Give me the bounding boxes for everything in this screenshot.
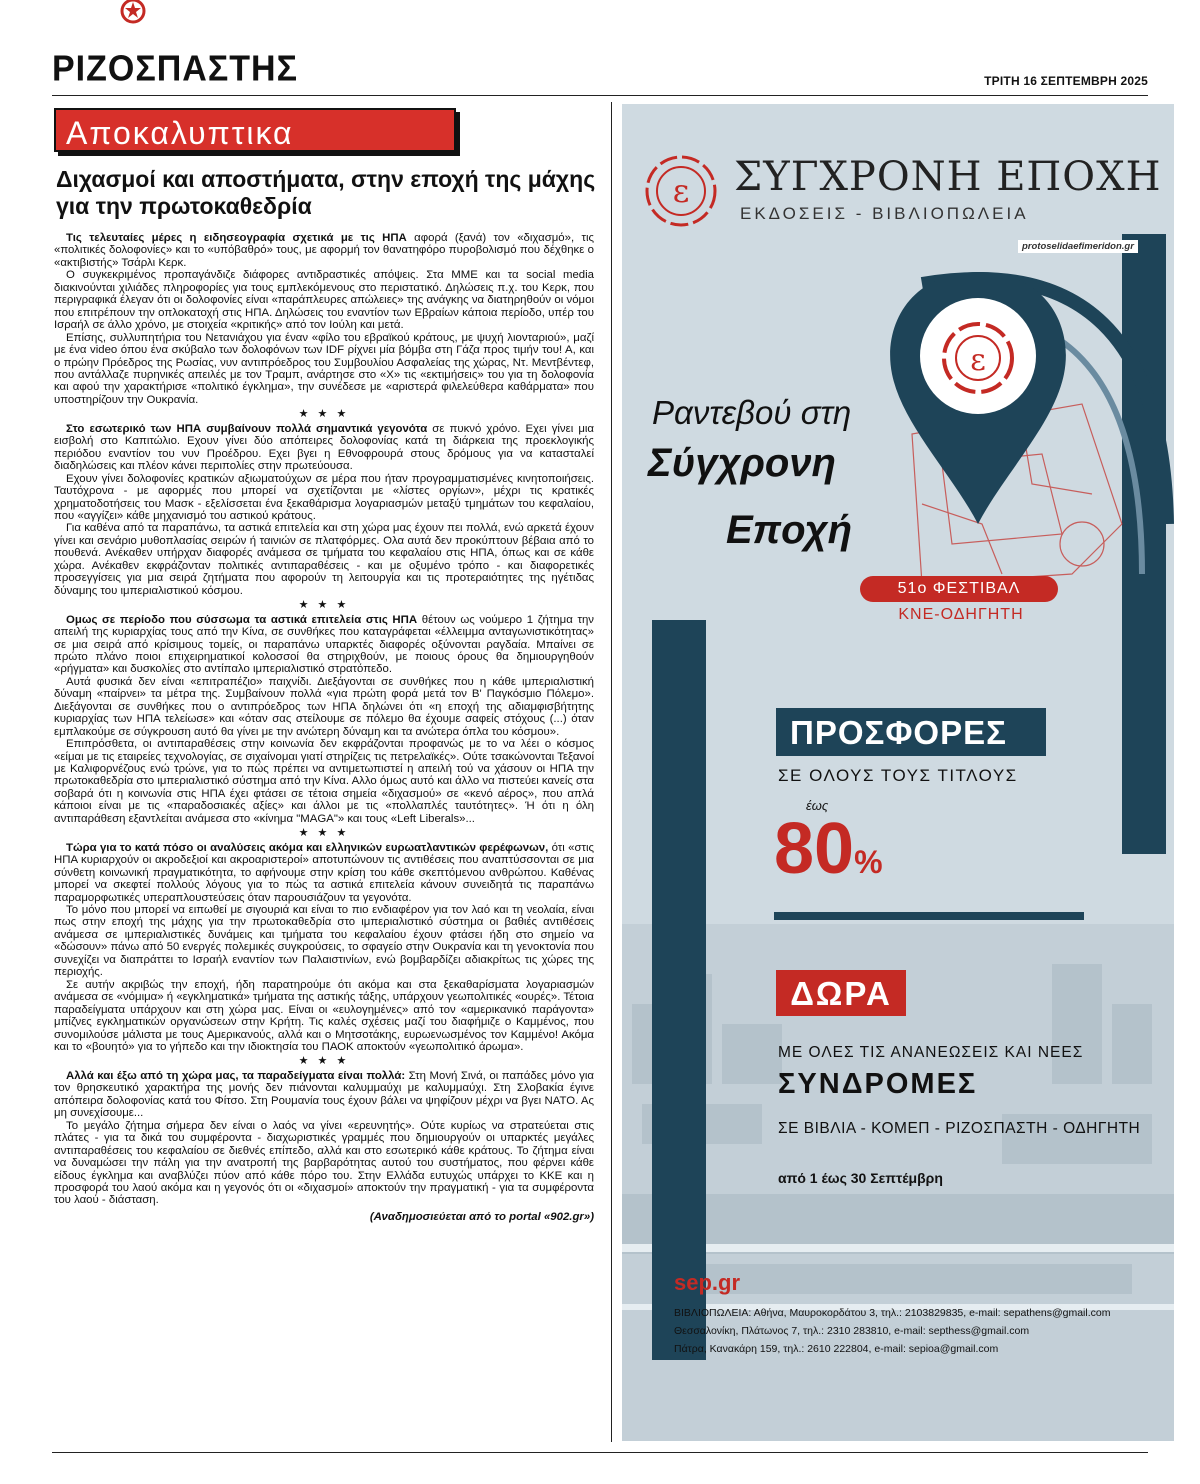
section-stars: ★ ★ ★ [298, 1055, 350, 1068]
article-headline: Διχασμοί και αποστήματα, στην εποχή της μάχης για την πρωτοκαθεδρία [56, 166, 596, 219]
subscriptions-list: ΣΕ ΒΙΒΛΙΑ - ΚΟΜΕΠ - ΡΙΖΟΣΠΑΣΤΗ - ΟΔΗΓΗΤΗ [778, 1120, 1141, 1137]
article-paragraph: Ομως σε περίοδο που σύσσωμα τα αστικά επιτελεία στις ΗΠΑ θέτουν ως νούμερο 1 ζήτημα την απειλή της κυριαρχίας τους από την Κίνα, σε συνθήκες που καταγράφεται «έλλειμμα ανταγωνιστικότητας» σε μια σειρά από κρίσιμους τομείς, οι παραπάνω υπαρκτές διαφορές οξύνονται ραγδαία. Μπαίνει σε πρώτο πλάνο ποιοι επιχειρηματικοί κολοσσοί θα στηριχθούν, με ποιους όρους θα δημιουργηθούν «ρήγματα» και δυσκολίες στο αντίπαλο ιμπεριαλιστικό στρατόπεδο. [54, 613, 594, 676]
article-paragraph: Αυτά φυσικά δεν είναι «επιτραπέζιο» παιχνίδι. Διεξάγονται σε συνθήκες που η κάθε ιμπεριαλιστική δύναμη «παίρνει» τα μέτρα της. Συμβαίνουν πολλά «για πρώτη φορά μετά τον Β' Παγκόσμιο Πόλεμο». Διεξάγονται σε συνθήκες που ο αντιπρόεδρος των ΗΠΑ δηλώνει ότι «η εποχή της αδιαμφισβήτητης κυριαρχίας των ΗΠΑ τελείωσε» και «όταν σας στείλουμε σε πόλεμο θα έχουμε σαφείς στόχους (...) όταν εμπλακούμε σε σύγκρουση αυτό θα γίνει με την ανώτερη δύναμη και τα ανώτερα όπλα του κόσμου». [54, 675, 594, 738]
section-stars: ★ ★ ★ [298, 408, 350, 421]
article-paragraph: Τώρα για το κατά πόσο οι αναλύσεις ακόμα και ελληνικών ευρωατλαντικών φερέφωνων, ότι «στις ΗΠΑ κυριαρχούν οι ακροδεξιοί και ακροαριστεροί» αποτυπώνουν τις αντιθέσεις που αναπτύσσονται σε μια σύνθετη κοινωνική πραγματικότητα, το αφήνουμε στην κρίση του κάθε σκεπτόμενου ανθρώπου. Καθένας μπορεί να σκεφτεί πολλούς λόγους για το πώς τα αστικά επιτελεία κάνουν συνειδητά τις παραπάνω παραμορφωτικές υπεραπλουστεύσεις όταν παρουσιάζουν τα γεγονότα. [54, 841, 594, 904]
advertisement [622, 104, 1174, 1441]
article-paragraph: Για καθένα από τα παραπάνω, τα αστικά επιτελεία και στη χώρα μας έχουν πει πολλά, ενώ αρκετά έχουν γίνει και σενάριο μυθοπλασίας σειρών ή ταινιών σε πλατφόρμες. Ολα αυτά δεν προκύπτουν βέβαια από το πουθενά. Ανέκαθεν υπήρχαν διαφορές ανάμεσα σε τμήματα του κεφαλαίου στις ΗΠΑ, όπως και σε κάθε χώρα. Ανέκαθεν εκφράζονταν πολιτικές αντιπαραθέσεις - και με οξυμένο τρόπο - και διαφορετικές προσεγγίσεις για μια σειρά ζητήματα που αφορούν τη λειτουργία και τις προτεραιότητες της ηγέτιδας δύναμης του ιμπεριαλιστικού κόσμου. [54, 522, 594, 597]
article-paragraph: Σε αυτήν ακριβώς την εποχή, ήδη παρατηρούμε ότι ακόμα και στα ξεκαθαρίσματα λογαριασμών ανάμεσα σε «νόμιμα» ή «εγκληματικά» τμήματα της αστικής τάξης, υπάρχουν γεωπολιτικές «ουρές». Τέτοια παραδείγματα υπάρχουν και στη χώρα μας. Είναι οι «ευλογημένες» από τον «αμερικανικό παράγοντα» μπίζνες εγκληματικών οργανώσεων στην Κρήτη. Τις καλές σχέσεις μαζί του διαφήμιζε ο Καμμένος, που συνομιλούσε μάλιστα με τους Αμερικανούς, αλλά και ο Μητσοτάκης, ευρωενωσμένος τον Καμμένο! Ακόμα και το «βουητό» για το γήπεδο και την ιδιοκτησία του ΠΑΟΚ αποκτούν «γεωπολιτικό άρωμα». [54, 978, 594, 1053]
up-to-label: έως [806, 798, 829, 813]
gifts-subtitle: ΜΕ ΟΛΕΣ ΤΙΣ ΑΝΑΝΕΩΣΕΙΣ ΚΑΙ ΝΕΕΣ [778, 1044, 1084, 1061]
gifts-banner: ΔΩΡΑ [776, 970, 906, 1016]
article-paragraph: Επίσης, συλλυπητήρια του Νετανιάχου για έναν «φίλο του εβραϊκού κράτους, με ψυχή λιονταριού», μαζί με ένα video όπου ένα σκύβαλο των δολοφόνων των IDF ρίχνει μία βόμβα στη Γάζα προς τιμήν του! Α, και ο πρώην Πρόεδρος της Ρωσίας, νυν αντιπρόεδρος του Συμβουλίου Ασφαλείας της χώρας, Ντ. Μεντβέντεφ, που αντάλλαζε πυρηνικές απειλές με τον Τραμπ, ανάρτησε στο «Χ» τις «εκτιμήσεις» του για τη δολοφονία και αφού την χαρακτήρισε «πολιτικό έγκλημα», την συνέδεσε με «αριστερά φιλελεύθερα καθάρματα» που υποστηρίζουν την Ουκρανία. [54, 331, 594, 406]
section-stars: ★ ★ ★ [298, 599, 350, 612]
address-athens: ΒΙΒΛΙΟΠΩΛΕΙΑ: Αθήνα, Μαυροκορδάτου 3, τηλ.: 2103829835, e-mail: sepathens@gmail.com [674, 1307, 1111, 1319]
column-divider [611, 102, 612, 1442]
offers-banner: ΠΡΟΣΦΟΡΕΣ [776, 708, 1046, 756]
watermark: protoselidaefimeridon.gr [1018, 240, 1138, 253]
rendezvous-line1: Ραντεβού στη [652, 394, 852, 431]
festival-badge: 51ο ΦΕΣΤΙΒΑΛ [860, 576, 1058, 602]
pin-logo-icon [928, 316, 1028, 400]
article-paragraph: Αλλά και έξω από τη χώρα μας, τα παραδείγματα είναι πολλά: Στη Μονή Σινά, οι παπάδες μόνο για τον θρησκευτικό χαρακτήρα της μονής δεν πιάνονται καλυμμαύχι με καλυμμαύχι. Στη Σλοβακία έγινε απόπειρα δολοφονίας κατά του Φίτσο. Στη Ρουμανία τους έχουν βάλει να ψηφίζουν μέχρι να βγει ΝΑΤΟ. Ας μη συνεχίσουμε... [54, 1069, 594, 1120]
article-body [54, 232, 594, 1223]
article-paragraph: Εχουν γίνει δολοφονίες κρατικών αξιωματούχων σε μέρα που ήταν προγραμματισμένες κινητοποιήσεις. Ταυτόχρονα - με αφορμές που μπορεί να σχετίζονται με «λίστες οργίων», μέχρι τις κρατικές χρηματοδοτήσεις του Μασκ - εξελίσσεται ένα ξεκαθάρισμα λογαριασμών μεταξύ τμημάτων του κεφαλαίου, που «αγγίζει» κάθε μηχανισμό του αστικού κράτους. [54, 472, 594, 522]
address-thessaloniki: Θεσσαλονίκη, Πλάτωνος 7, τηλ.: 2310 283810, e-mail: septhess@gmail.com [674, 1325, 1030, 1337]
offers-rule [774, 912, 1084, 920]
article-credit: (Αναδημοσιεύεται από το portal «902.gr») [369, 1210, 594, 1223]
issue-date: ΤΡΙΤΗ 16 ΣΕΠΤΕΜΒΡΗ 2025 [984, 74, 1148, 88]
section-stars: ★ ★ ★ [298, 827, 350, 840]
article-paragraph: Στο εσωτερικό των ΗΠΑ συμβαίνουν πολλά σημαντικά γεγονότα σε πυκνό χρόνο. Εχει γίνει μια εισβολή στο Καπιτώλιο. Εχουν γίνει δύο απόπειρες δολοφονίας κατά τη διάρκεια της προεκλογικής περιόδου εναντίον του νυν Προέδρου. Εχει βγει η Εθνοφρουρά στους δρόμους για να κατασταλεί διαδηλώσεις και πλέον κάνει περιπολίες στην πρωτεύουσα. [54, 422, 594, 473]
website-link[interactable]: sep.gr [674, 1270, 741, 1295]
offers-subtitle: ΣΕ ΟΛΟΥΣ ΤΟΥΣ ΤΙΤΛΟΥΣ [778, 766, 1018, 785]
svg-text:ε: ε [672, 172, 690, 210]
offer-dates: από 1 έως 30 Σεπτέμβρη [778, 1170, 943, 1186]
rendezvous-line2: Σύγχρονη [648, 441, 836, 485]
bottom-rule [52, 1452, 1148, 1453]
address-patras: Πάτρα, Κανακάρη 159, τηλ.: 2610 222804, e-mail: sepioa@gmail.com [674, 1343, 999, 1355]
top-rule [52, 95, 1148, 96]
masthead-star-icon [118, 0, 148, 26]
masthead-title: ΡΙΖΟΣΠΑΣΤΗΣ [52, 48, 298, 89]
article-paragraph: Το μόνο που μπορεί να ειπωθεί με σιγουριά και είναι το πιο ενδιαφέρον για τον λαό και τη νεολαία, είναι πως στην εποχή της μάχης για την πρωτοκαθεδρία στο ιμπεριαλιστικό σύστημα οι βαθιές αντιθέσεις ανάμεσα σε ιμπεριαλιστικές δυνάμεις και τμήματα του κεφαλαίου έχουν φτάσει ήδη στο σημείο να «δώσουν» πάνω από 50 ενεργές πολεμικές συγκρούσεις, το σφαγείο στην Ουκρανία και τη γενοκτονία που συνεχίζει να διαπράττει το Ισραήλ εναντίον των Παλαιστινίων, ενώ βομβαρδίζει αδιακρίτως τις χώρες της περιοχής. [54, 904, 594, 979]
publisher-logo-icon [642, 152, 720, 230]
publisher-name: ΣΥΓΧΡΟΝΗ ΕΠΟΧΗ [734, 154, 1162, 200]
subscriptions-heading: ΣΥΝΔΡΟΜΕΣ [778, 1068, 978, 1100]
article-paragraph: Επιπρόσθετα, οι αντιπαραθέσεις στην κοινωνία δεν εκφράζονται προφανώς με το να λέει ο κόσμος «είμαι με τις εταιρείες τεχνολογίας, σε σιχαίνομαι γιατί στηρίζεις τις πετρελαϊκές». Ούτε τσακώνονται Τεξανοί με Καλιφορνέζους ενώ τρώνε, για το πώς πρέπει να αντιμετωπιστεί η απειλή τού να χάσουν οι ΗΠΑ την πρωτοκαθεδρία στο ιμπεριαλιστικό σύστημα από την Κίνα. Αλλο όμως αυτό και άλλο να πιστεύει κανείς στα σοβαρά ότι η κοινωνία στις ΗΠΑ έχει φτάσει σε τέτοια σημεία «διχασμού» σε «κενό αέρος», που απλά κάποιοι είναι με τις «παραδοσιακές αξίες» και άλλοι με τις «πολλαπλές ταυτότητες». Ή ότι η όλη αντιπαράθεση εξαντλείται ανάμεσα στο «κίνημα "MAGA"» και τους «Left Liberals»... [54, 738, 594, 825]
rendezvous-line3: Εποχή [726, 508, 853, 552]
article-paragraph: Το μεγάλο ζήτημα σήμερα δεν είναι ο λαός να γίνει «ερευνητής». Ούτε κυρίως να στρατεύεται στις πλάτες - για τα δικά του συμφέροντα - διαχωριστικές γραμμές που δημιουργούν οι υπαρκτές μεγάλες αντιπαραθέσεις του κεφαλαίου σε διεθνές επίπεδο, αλλά και στο εσωτερικό κάθε κράτους. Το ζήτημα είναι να δυναμώσει την πάλη για την ανατροπή της βαρβαρότητας αυτού του συστήματος, που φέρνει κάθε είδους έγκλημα και αναβλύζει πύον από κάθε πόρο του. Στην Ελλάδα ευτυχώς υπάρχει το ΚΚΕ και η προσφορά του λαού ακόμα και η γεγονός ότι οι «διχασμοί» αποκτούν την πραγματική - για τα συμφέροντα του λαού - διάσταση. [54, 1119, 594, 1207]
section-banner: Αποκαλυπτικα [54, 108, 456, 152]
festival-subtitle: ΚΝΕ-ΟΔΗΓΗΤΗ [898, 606, 1024, 623]
svg-text:ε: ε [970, 343, 986, 378]
article-paragraph: Τις τελευταίες μέρες η ειδησεογραφία σχετικά με τις ΗΠΑ αφορά (ξανά) τον «διχασμό», τις «πολιτικές δολοφονίες» και το «υπόβαθρό» τους, με αφορμή τον θανατηφόρο πυροβολισμό που δέχθηκε ο «ακτιβιστής» Τσάρλι Κερκ. [54, 232, 594, 269]
discount-percent: 80% [774, 809, 883, 889]
publisher-subtitle: ΕΚΔΟΣΕΙΣ - ΒΙΒΛΙΟΠΩΛΕΙΑ [740, 204, 1029, 223]
article-paragraph: Ο συγκεκριμένος προπαγάνδιζε διάφορες αντιδραστικές απόψεις. Στα ΜΜΕ και τα social media διακινούνται χιλιάδες πληροφορίες για τους εμπλεκόμενους στο περιστατικό. Δηλώσεις π.χ. του Κερκ, που περιγραφικά έλεγαν ότι οι δολοφονίες είναι «παράπλευρες απώλειες» της ανάγκης να διατηρηθούν οι νόμοι που επιτρέπουν την οπλοκατοχή στις ΗΠΑ. Δηλώσεις του εναντίον των Εβραίων κάποια περίοδο, υπέρ του Ισραήλ σε άλλο χρόνο, με στοιχεία «κριτικής» από τον Ιούλη και μετά. [54, 269, 594, 332]
